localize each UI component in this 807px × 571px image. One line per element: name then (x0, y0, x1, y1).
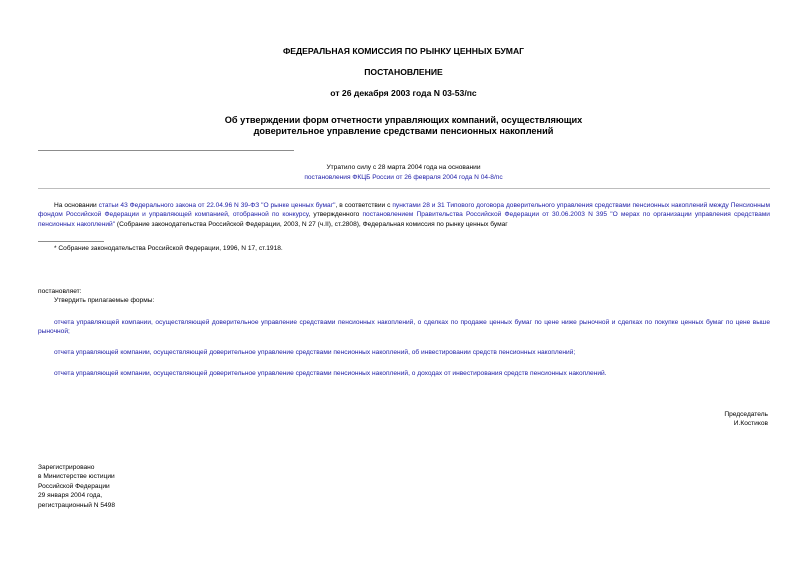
document-date-number: от 26 декабря 2003 года N 03-53/пс (330, 88, 477, 98)
registration-line-3: Российской Федерации (38, 483, 110, 490)
basis-link-resolution[interactable]: постановлением Правительства Российской Федерации от 30.06.2003 N 395 "О мерах по организации управления средствами пенсионных накоплений" (38, 211, 770, 228)
basis-text-3: , утвержденного (308, 211, 363, 219)
form-link-1[interactable]: отчета управляющей компании, осуществляющей доверительное управление средствами пенсионных накоплений, о сделках по продаже ценных бумаг по цене ниже рыночной и сделках по покупке ценных бумаг по цене выше рыночной; (38, 319, 770, 336)
registration-line-1: Зарегистрировано (38, 464, 95, 471)
basis-link-contract[interactable]: пунктами 28 и 31 Типового договора доверительного управления средствами пенсионных накоплений между Пенсионным фондом Российской Федерации и управляющей компанией, отобранной по конкурсу (38, 202, 770, 219)
basis-text-2: , в соответствии с (335, 202, 393, 209)
basis-paragraph (38, 201, 770, 229)
basis-text-4: (Собрание законодательства Российской Федерации, 2003, N 27 (ч.II), ст.2808), Федеральная комиссия по рынку ценных бумаг (115, 220, 508, 228)
registration-line-2: в Министерстве юстиции (38, 473, 115, 480)
document-title-line-1: Об утверждении форм отчетности управляющих компаний, осуществляющих (224, 115, 583, 125)
issuing-authority: ФЕДЕРАЛЬНАЯ КОМИССИЯ ПО РЫНКУ ЦЕННЫХ БУМАГ (282, 46, 525, 56)
registration-line-4: 29 января 2004 года, (38, 492, 103, 499)
document-type: ПОСТАНОВЛЕНИЕ (364, 67, 443, 77)
status-link[interactable]: постановления ФКЦБ России от 26 февраля 2004 года N 04-8/пс (304, 174, 503, 181)
registration-line-5: регистрационный N 5498 (38, 502, 116, 509)
basis-link-law[interactable]: статьи 43 Федерального закона от 22.04.96 N 39-ФЗ "О рынке ценных бумаг" (98, 202, 336, 209)
document-title-line-2: доверительное управление средствами пенсионных накоплений (253, 126, 554, 136)
signature-role: Председатель (724, 411, 768, 418)
resolves-label: постановляет: (38, 288, 82, 295)
signature-name: И.Костиков (733, 420, 768, 427)
status-text: Утратило силу с 28 марта 2004 года на основании (326, 164, 481, 171)
footnote-separator (38, 241, 104, 242)
form-link-3[interactable]: отчета управляющей компании, осуществляющей доверительное управление средствами пенсионных накоплений, о доходах от инвестирования средств пенсионных накоплений. (54, 370, 607, 377)
separator-full (38, 188, 770, 189)
basis-text-1: На основании (54, 202, 99, 209)
approve-forms-label: Утвердить прилагаемые формы: (54, 297, 155, 304)
footnote: * Собрание законодательства Российской Федерации, 1996, N 17, ст.1918. (54, 245, 283, 252)
separator-short (38, 150, 294, 151)
form-link-2[interactable]: отчета управляющей компании, осуществляющей доверительное управление средствами пенсионных накоплений, об инвестировании средств пенсионных накоплений; (54, 349, 576, 356)
